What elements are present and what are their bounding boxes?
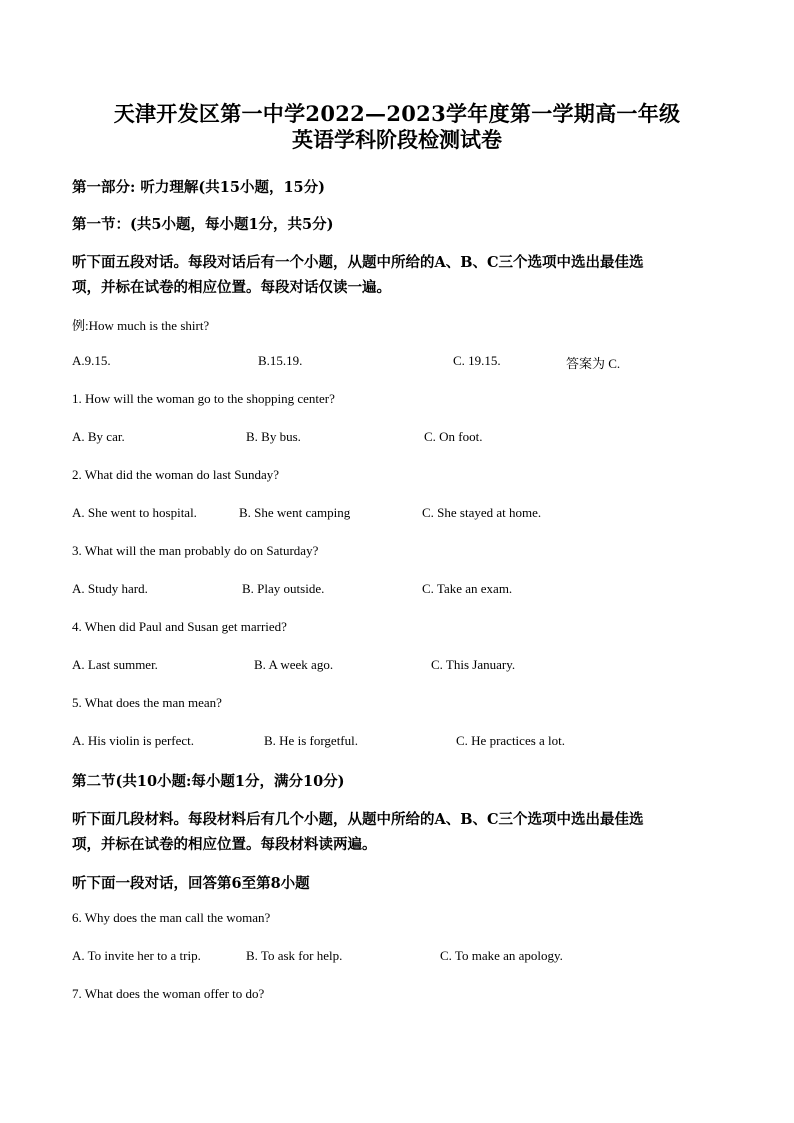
- section2-instructions-line2: 项，并标在试卷的相应位置。每段材料读两遍。: [72, 836, 377, 853]
- question-1-option-a: A. By car.: [72, 429, 125, 444]
- question-6: 6. Why does the man call the woman?: [72, 910, 271, 925]
- section2-instructions-line1: 听下面几段材料。每段材料后有几个小题，从题中所给的A、B、C三个选项中选出最佳选: [72, 811, 644, 828]
- question-6-option-a: A. To invite her to a trip.: [72, 948, 201, 963]
- question-3-option-b: B. Play outside.: [242, 581, 325, 596]
- exam-title-line2: 英语学科阶段检测试卷: [292, 127, 502, 152]
- question-5-option-c: C. He practices a lot.: [456, 733, 566, 748]
- question-2: 2. What did the woman do last Sunday?: [72, 467, 280, 482]
- question-4: 4. When did Paul and Susan get married?: [72, 619, 287, 634]
- question-2-option-a: A. She went to hospital.: [72, 505, 197, 520]
- example-answer: 答案为 C.: [566, 356, 621, 371]
- question-4-option-c: C. This January.: [431, 657, 516, 672]
- section1-instructions-line2: 项，并标在试卷的相应位置。每段对话仅读一遍。: [72, 279, 391, 296]
- section1-heading: 第一节：(共5小题，每小题1分，共5分): [72, 216, 334, 233]
- example-option-b: B.15.19.: [258, 353, 303, 368]
- exam-title-line1: 天津开发区第一中学2022—2023学年度第一学期高一年级: [113, 101, 681, 126]
- question-5: 5. What does the man mean?: [72, 695, 222, 710]
- section1-instructions-line1: 听下面五段对话。每段对话后有一个小题，从题中所给的A、B、C三个选项中选出最佳选: [72, 254, 644, 271]
- question-6-option-c: C. To make an apology.: [440, 948, 563, 963]
- question-1: 1. How will the woman go to the shopping center?: [72, 391, 335, 406]
- question-6-option-b: B. To ask for help.: [246, 948, 343, 963]
- part1-heading: 第一部分: 听力理解(共15小题，15分): [72, 179, 325, 196]
- question-3-option-a: A. Study hard.: [72, 581, 148, 596]
- question-1-option-c: C. On foot.: [424, 429, 483, 444]
- question-1-option-b: B. By bus.: [246, 429, 301, 444]
- section2-heading: 第二节(共10小题:每小题1分，满分10分): [72, 773, 345, 790]
- question-2-option-c: C. She stayed at home.: [422, 505, 542, 520]
- question-5-option-a: A. His violin is perfect.: [72, 733, 195, 748]
- question-3-option-c: C. Take an exam.: [422, 581, 513, 596]
- question-7: 7. What does the woman offer to do?: [72, 986, 265, 1001]
- question-4-option-a: A. Last summer.: [72, 657, 158, 672]
- question-5-option-b: B. He is forgetful.: [264, 733, 358, 748]
- question-2-option-b: B. She went camping: [239, 505, 351, 520]
- question-4-option-b: B. A week ago.: [254, 657, 334, 672]
- dialogue-intro: 听下面一段对话，回答第6至第8小题: [72, 875, 310, 892]
- example-option-a: A.9.15.: [72, 353, 111, 368]
- example-option-c: C. 19.15.: [453, 353, 501, 368]
- example-question: 例:How much is the shirt?: [72, 318, 210, 333]
- question-3: 3. What will the man probably do on Saturday?: [72, 543, 319, 558]
